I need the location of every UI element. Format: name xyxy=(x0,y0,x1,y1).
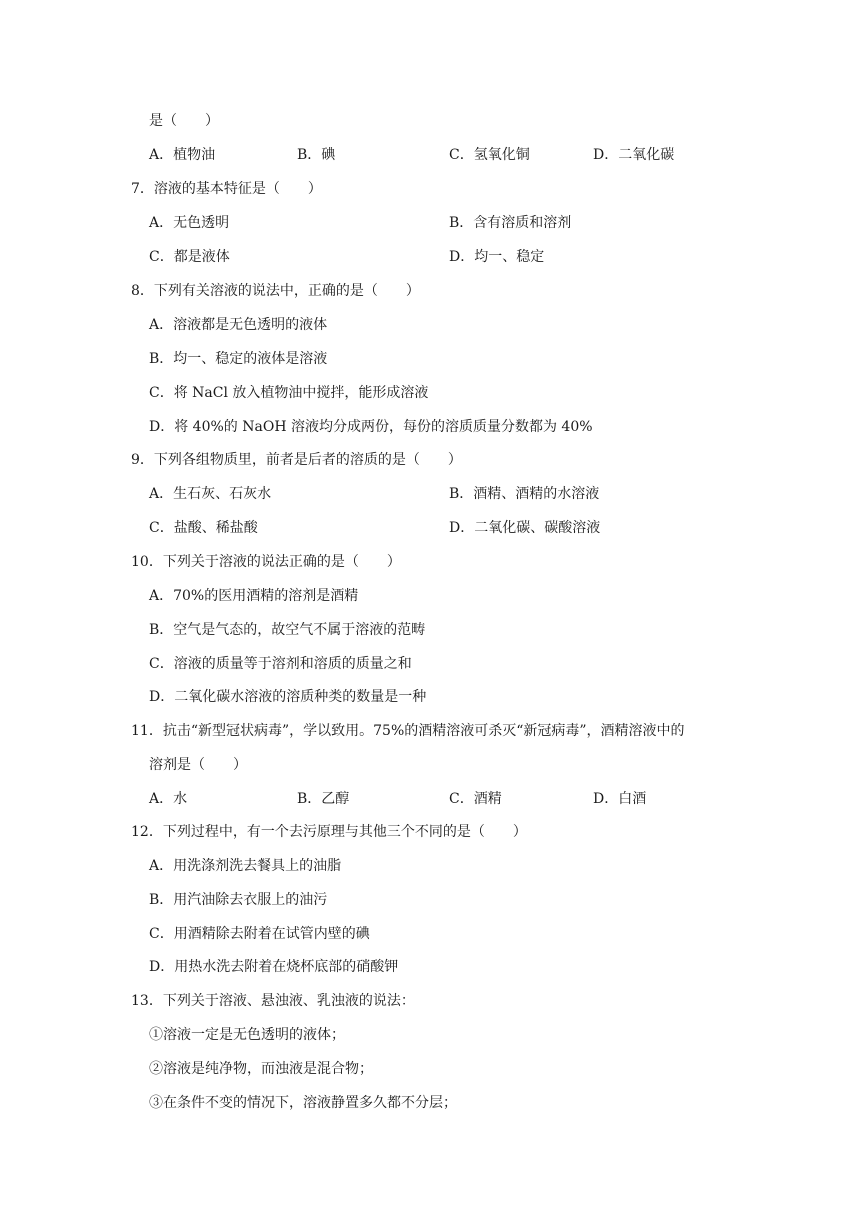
option-a: A．水 xyxy=(149,791,188,807)
option-b: B．碘 xyxy=(297,147,336,163)
option-d: D．均一、稳定 xyxy=(449,249,545,265)
option-b: B．用汽油除去衣服上的油污 xyxy=(149,892,328,908)
option-c: C．溶液的质量等于溶剂和溶质的质量之和 xyxy=(149,656,412,672)
option-d: D．白酒 xyxy=(593,791,647,807)
statement-1: ①溶液一定是无色透明的液体； xyxy=(149,1027,345,1043)
option-d: D．二氧化碳水溶液的溶质种类的数量是一种 xyxy=(149,689,427,705)
question-stem: 是（ ） xyxy=(149,113,219,129)
option-c: C．盐酸、稀盐酸 xyxy=(149,520,258,536)
option-c: C．用酒精除去附着在试管内壁的碘 xyxy=(149,926,370,942)
statement-3: ③在条件不变的情况下，溶液静置多久都不分层； xyxy=(149,1095,457,1111)
option-b: B．含有溶质和溶剂 xyxy=(449,215,572,231)
option-c: C．酒精 xyxy=(449,791,502,807)
option-a: A．植物油 xyxy=(149,147,216,163)
option-b: B．酒精、酒精的水溶液 xyxy=(449,486,600,502)
statement-2: ②溶液是纯净物，而浊液是混合物； xyxy=(149,1061,373,1077)
question-stem: 8．下列有关溶液的说法中，正确的是（ ） xyxy=(131,283,420,299)
option-c: C．氢氧化铜 xyxy=(449,147,530,163)
question-stem-continued: 溶剂是（ ） xyxy=(149,757,247,773)
option-a: A．生石灰、石灰水 xyxy=(149,486,272,502)
option-b: B．乙醇 xyxy=(297,791,350,807)
option-b: B．空气是气态的，故空气不属于溶液的范畴 xyxy=(149,622,426,638)
question-stem: 7．溶液的基本特征是（ ） xyxy=(131,181,322,197)
option-d: D．用热水洗去附着在烧杯底部的硝酸钾 xyxy=(149,959,399,975)
question-stem: 13．下列关于溶液、悬浊液、乳浊液的说法： xyxy=(131,993,415,1009)
option-a: A．用洗涤剂洗去餐具上的油脂 xyxy=(149,858,342,874)
option-a: A．无色透明 xyxy=(149,215,230,231)
option-b: B．均一、稳定的液体是溶液 xyxy=(149,351,328,367)
question-stem: 12．下列过程中，有一个去污原理与其他三个不同的是（ ） xyxy=(131,824,527,840)
option-c: C．都是液体 xyxy=(149,249,230,265)
question-stem: 9．下列各组物质里，前者是后者的溶质的是（ ） xyxy=(131,452,462,468)
option-d: D．将 40%的 NaOH 溶液均分成两份，每份的溶质质量分数都为 40% xyxy=(149,419,593,435)
option-c: C．将 NaCl 放入植物油中搅拌，能形成溶液 xyxy=(149,385,429,401)
option-a: A．70%的医用酒精的溶剂是酒精 xyxy=(149,588,359,604)
question-stem: 10．下列关于溶液的说法正确的是（ ） xyxy=(131,554,401,570)
option-d: D．二氧化碳、碳酸溶液 xyxy=(449,520,601,536)
question-stem: 11．抗击“新型冠状病毒”，学以致用。75%的酒精溶液可杀灭“新冠病毒”，酒精溶液中的 xyxy=(131,723,685,739)
option-d: D．二氧化碳 xyxy=(593,147,675,163)
option-a: A．溶液都是无色透明的液体 xyxy=(149,317,328,333)
